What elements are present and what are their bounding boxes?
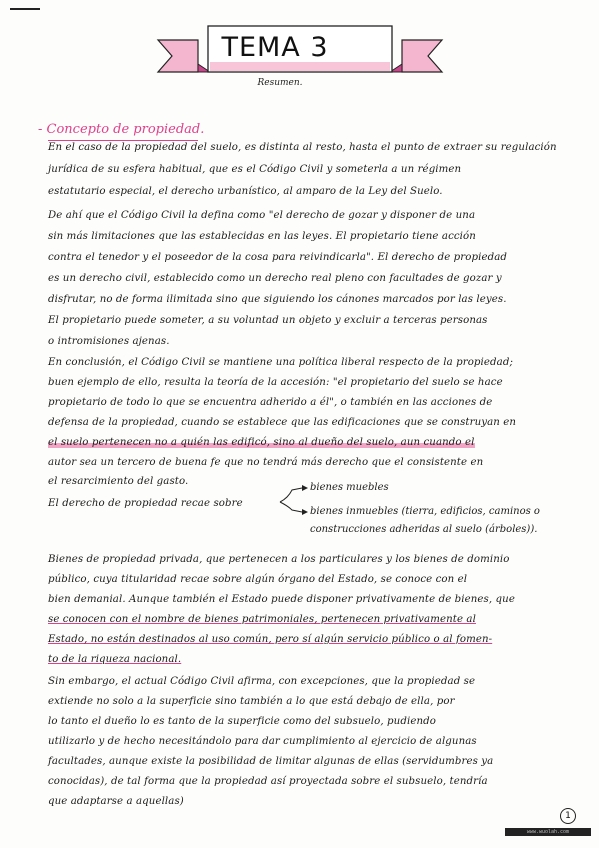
text-line: es un derecho civil, establecido como un derecho real pleno con facultades de gozar y — [48, 273, 502, 284]
watermark-bar: www.wuolah.com — [505, 828, 591, 836]
text-line: el resarcimiento del gasto. — [48, 476, 189, 487]
text-line: sin más limitaciones que las establecidas en las leyes. El propietario tiene acción — [48, 231, 476, 242]
text-line: buen ejemplo de ello, resulta la teoría de la accesión: "el propietario del suelo se hace — [48, 377, 503, 388]
page-number: 1 — [560, 808, 576, 824]
underlined-text-line: to de la riqueza nacional. — [48, 654, 182, 665]
text-line: conocidas), de tal forma que la propiedad así proyectada sobre el subsuelo, tendría — [48, 776, 488, 787]
text-line: extiende no solo a la superficie sino también a lo que está debajo de ella, por — [48, 696, 455, 707]
branch-lead-text: El derecho de propiedad recae sobre — [48, 498, 243, 509]
branch-item-bienes-muebles: bienes muebles — [310, 482, 389, 493]
ribbon-right-tail — [402, 40, 442, 72]
text-line: De ahí que el Código Civil la defina como "el derecho de gozar y disponer de una — [48, 210, 476, 221]
text-line: lo tanto el dueño lo es tanto de la superficie como del subsuelo, pudiendo — [48, 716, 436, 727]
page-title: TEMA 3 — [221, 32, 329, 63]
text-line: El propietario puede someter, a su voluntad un objeto y excluir a terceras personas — [48, 315, 488, 326]
text-line: contra el tenedor y el poseedor de la cosa para reivindicarla". El derecho de propiedad — [48, 252, 508, 263]
section-heading: - Concepto de propiedad. — [38, 122, 205, 137]
text-line: bien demanial. Aunque también el Estado puede disponer privativamente de bienes, que — [48, 594, 515, 605]
branch-item-bienes-inmuebles-cont: construcciones adheridas al suelo (árboles)). — [310, 524, 538, 535]
text-line: propietario de todo lo que se encuentra adherido a él", o también en las acciones de — [48, 397, 493, 408]
text-line: utilizarlo y de hecho necesitándolo para dar cumplimiento al ejercicio de algunas — [48, 736, 477, 747]
text-line: facultades, aunque existe la posibilidad de limitar algunas de ellas (servidumbres ya — [48, 756, 494, 767]
text-line: o intromisiones ajenas. — [48, 336, 170, 347]
text-line: Bienes de propiedad privada, que pertenecen a los particulares y los bienes de dominio — [48, 554, 510, 565]
underlined-text-line: Estado, no están destinados al uso común, pero sí algún servicio público o al fomen- — [48, 634, 493, 645]
text-line: disfrutar, no de forma ilimitada sino que siguiendo los cánones marcados por las leyes. — [48, 294, 507, 305]
page-subtitle: Resumen. — [257, 78, 303, 88]
underlined-text-line: se conocen con el nombre de bienes patrimoniales, pertenecen privativamente al — [48, 614, 476, 625]
top-dash — [10, 8, 40, 10]
text-line: jurídica de su esfera habitual, que es el Código Civil y someterla a un régimen — [48, 164, 462, 175]
text-line: público, cuya titularidad recae sobre algún órgano del Estado, se conoce con el — [48, 574, 468, 585]
highlighted-text-line: el suelo pertenecen no a quién las edificó, sino al dueño del suelo, aun cuando el — [48, 437, 475, 448]
heading-underline — [48, 140, 198, 141]
text-line: En conclusión, el Código Civil se mantiene una política liberal respecto de la propiedad; — [48, 357, 513, 368]
branch-item-bienes-inmuebles: bienes inmuebles (tierra, edificios, caminos o — [310, 506, 540, 517]
text-line: autor sea un tercero de buena fe que no tendrá más derecho que el consistente en — [48, 457, 484, 468]
text-line: que adaptarse a aquellas) — [48, 796, 184, 807]
ribbon-left-tail — [158, 40, 198, 72]
text-line: Sin embargo, el actual Código Civil afirma, con excepciones, que la propiedad se — [48, 676, 476, 687]
text-line: En el caso de la propiedad del suelo, es distinta al resto, hasta el punto de extraer su regulación — [48, 142, 557, 153]
ribbon-shade — [210, 62, 390, 71]
text-line: defensa de la propiedad, cuando se establece que las edificaciones que se construyan en — [48, 417, 517, 428]
text-line: estatutario especial, el derecho urbanístico, al amparo de la Ley del Suelo. — [48, 186, 443, 197]
